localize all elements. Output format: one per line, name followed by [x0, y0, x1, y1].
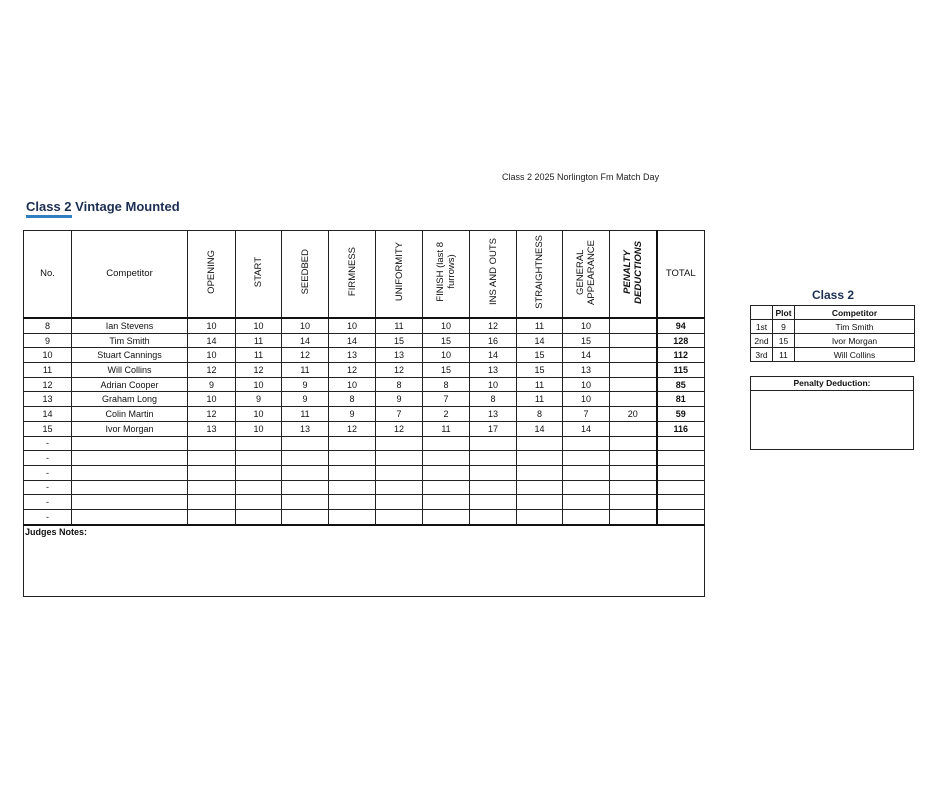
table-cell: 8	[24, 318, 72, 333]
class-title	[26, 199, 180, 218]
table-row	[24, 407, 705, 422]
table-cell	[72, 509, 188, 524]
table-cell	[470, 495, 517, 510]
table-cell	[329, 436, 376, 451]
results-col-plot: Plot	[773, 306, 795, 320]
table-cell	[657, 495, 705, 510]
table-cell: 128	[657, 333, 705, 348]
table-cell: 10	[563, 392, 610, 407]
results-cell: Ivor Morgan	[795, 334, 915, 348]
table-cell: 9	[376, 392, 423, 407]
table-cell	[236, 480, 282, 495]
table-cell: 13	[282, 421, 329, 436]
table-cell	[563, 451, 610, 466]
table-cell: 85	[657, 377, 705, 392]
table-cell: -	[24, 509, 72, 524]
results-title: Class 2	[812, 288, 855, 302]
table-cell	[72, 451, 188, 466]
table-cell	[470, 436, 517, 451]
table-cell: 7	[376, 407, 423, 422]
table-cell: 12	[376, 363, 423, 378]
results-cell: Will Collins	[795, 348, 915, 362]
table-cell: Stuart Cannings	[72, 348, 188, 363]
col-penalty-deductions: PENALTY DEDUCTIONS	[610, 231, 657, 319]
table-cell: -	[24, 451, 72, 466]
table-cell	[563, 465, 610, 480]
table-cell: 12	[329, 421, 376, 436]
table-cell	[517, 509, 563, 524]
table-cell	[423, 495, 470, 510]
table-cell: 116	[657, 421, 705, 436]
table-cell: 12	[236, 363, 282, 378]
results-row	[751, 348, 915, 362]
table-cell: 10	[188, 318, 236, 333]
results-header-row	[751, 306, 915, 320]
table-cell: 14	[517, 421, 563, 436]
table-cell	[517, 495, 563, 510]
col-uniformity: UNIFORMITY	[376, 231, 423, 319]
table-cell: 13	[470, 407, 517, 422]
class-title-rest: Vintage Mounted	[71, 199, 180, 214]
table-row	[24, 451, 705, 466]
results-cell: 3rd	[751, 348, 773, 362]
table-row	[24, 509, 705, 524]
table-cell	[610, 392, 657, 407]
table-cell: 12	[329, 363, 376, 378]
table-cell	[282, 451, 329, 466]
col-straightness: STRAIGHTNESS	[517, 231, 563, 319]
document-header: Class 2 2025 Norlington Fm Match Day	[502, 172, 660, 182]
results-cell: 15	[773, 334, 795, 348]
results-cell: 11	[773, 348, 795, 362]
table-cell: 11	[24, 363, 72, 378]
table-cell	[657, 436, 705, 451]
col-opening: OPENING	[188, 231, 236, 319]
score-table	[23, 230, 705, 597]
table-cell: 10	[236, 377, 282, 392]
table-cell: 10	[563, 377, 610, 392]
table-cell	[470, 465, 517, 480]
col-competitor: Competitor	[72, 231, 188, 319]
table-cell	[376, 495, 423, 510]
table-cell	[563, 495, 610, 510]
col-firmness: FIRMNESS	[329, 231, 376, 319]
table-cell: 10	[236, 421, 282, 436]
table-cell: 12	[188, 407, 236, 422]
table-cell: -	[24, 465, 72, 480]
results-cell: 1st	[751, 320, 773, 334]
table-cell: 10	[423, 348, 470, 363]
table-row	[24, 377, 705, 392]
table-cell: 14	[517, 333, 563, 348]
table-cell	[470, 451, 517, 466]
results-col-place	[751, 306, 773, 320]
table-cell	[376, 436, 423, 451]
table-cell: 94	[657, 318, 705, 333]
table-cell	[470, 509, 517, 524]
table-cell	[563, 480, 610, 495]
table-row	[24, 480, 705, 495]
table-cell	[657, 451, 705, 466]
table-cell: Tim Smith	[72, 333, 188, 348]
table-cell: 81	[657, 392, 705, 407]
table-cell: 11	[423, 421, 470, 436]
table-cell	[282, 436, 329, 451]
table-cell: 11	[282, 363, 329, 378]
table-cell: Ivor Morgan	[72, 421, 188, 436]
table-cell: 12	[188, 363, 236, 378]
table-cell	[188, 509, 236, 524]
table-cell	[236, 451, 282, 466]
table-cell: 8	[376, 377, 423, 392]
table-row	[24, 495, 705, 510]
table-cell	[517, 436, 563, 451]
table-cell: 15	[423, 333, 470, 348]
table-cell: 11	[517, 392, 563, 407]
table-cell: 11	[376, 318, 423, 333]
table-cell: 15	[24, 421, 72, 436]
table-row	[24, 421, 705, 436]
table-cell	[236, 465, 282, 480]
table-cell: 11	[517, 318, 563, 333]
table-cell: Will Collins	[72, 363, 188, 378]
table-cell: 13	[24, 392, 72, 407]
table-cell: 14	[24, 407, 72, 422]
table-cell	[610, 495, 657, 510]
table-cell: 12	[24, 377, 72, 392]
table-cell: 13	[563, 363, 610, 378]
table-cell: 10	[188, 392, 236, 407]
table-cell: 11	[517, 377, 563, 392]
table-cell	[657, 465, 705, 480]
table-cell	[517, 465, 563, 480]
table-cell	[72, 495, 188, 510]
table-cell	[282, 465, 329, 480]
penalty-deduction-label: Penalty Deduction:	[751, 377, 913, 391]
col-general-appearance: GENERAL APPEARANCE	[563, 231, 610, 319]
judges-notes-row	[24, 525, 705, 597]
table-cell: Graham Long	[72, 392, 188, 407]
table-cell: 10	[423, 318, 470, 333]
table-cell: 10	[24, 348, 72, 363]
table-cell	[517, 451, 563, 466]
table-row	[24, 363, 705, 378]
penalty-deduction-box	[750, 376, 914, 450]
table-cell: 10	[188, 348, 236, 363]
table-cell	[188, 436, 236, 451]
results-row	[751, 320, 915, 334]
table-cell: 13	[470, 363, 517, 378]
table-cell	[563, 436, 610, 451]
col-total: TOTAL	[657, 231, 705, 319]
table-cell: 15	[517, 363, 563, 378]
table-cell: 11	[282, 407, 329, 422]
table-cell	[236, 436, 282, 451]
table-cell: 14	[282, 333, 329, 348]
table-cell	[423, 509, 470, 524]
table-cell: 14	[188, 333, 236, 348]
table-cell: 13	[329, 348, 376, 363]
table-cell: 11	[236, 333, 282, 348]
table-cell: 11	[236, 348, 282, 363]
col-finish: FINISH (last 8 furrows)	[423, 231, 470, 319]
table-cell	[329, 465, 376, 480]
table-cell	[610, 480, 657, 495]
table-cell	[376, 480, 423, 495]
table-cell: 10	[329, 377, 376, 392]
table-cell: 20	[610, 407, 657, 422]
table-cell: 10	[329, 318, 376, 333]
table-cell: Adrian Cooper	[72, 377, 188, 392]
table-cell	[188, 495, 236, 510]
class-title-underlined: Class 2	[26, 199, 72, 218]
table-cell	[329, 495, 376, 510]
table-cell	[610, 363, 657, 378]
table-cell	[72, 436, 188, 451]
table-cell: 8	[329, 392, 376, 407]
table-cell	[610, 333, 657, 348]
table-cell: 15	[376, 333, 423, 348]
judges-notes: Judges Notes:	[24, 525, 705, 597]
table-cell: 9	[236, 392, 282, 407]
table-cell	[376, 509, 423, 524]
col-no: No.	[24, 231, 72, 319]
table-cell	[282, 495, 329, 510]
table-cell	[423, 480, 470, 495]
table-cell: 2	[423, 407, 470, 422]
table-cell: 16	[470, 333, 517, 348]
table-cell	[610, 377, 657, 392]
table-cell	[517, 480, 563, 495]
table-cell	[282, 509, 329, 524]
table-cell	[610, 421, 657, 436]
table-cell	[423, 451, 470, 466]
table-cell: 59	[657, 407, 705, 422]
table-cell: 9	[282, 392, 329, 407]
table-cell: Colin Martin	[72, 407, 188, 422]
table-cell: 8	[470, 392, 517, 407]
table-cell: 10	[563, 318, 610, 333]
table-cell	[72, 480, 188, 495]
results-col-competitor: Competitor	[795, 306, 915, 320]
table-cell	[610, 509, 657, 524]
table-cell	[423, 465, 470, 480]
table-row	[24, 465, 705, 480]
table-cell: 9	[188, 377, 236, 392]
col-seedbed: SEEDBED	[282, 231, 329, 319]
results-cell: Tim Smith	[795, 320, 915, 334]
table-row	[24, 392, 705, 407]
table-cell	[657, 480, 705, 495]
table-cell	[376, 451, 423, 466]
table-cell	[329, 480, 376, 495]
table-cell: 9	[282, 377, 329, 392]
table-cell	[423, 436, 470, 451]
col-ins-and-outs: INS AND OUTS	[470, 231, 517, 319]
table-cell: 13	[376, 348, 423, 363]
table-cell	[72, 465, 188, 480]
table-cell	[470, 480, 517, 495]
table-row	[24, 348, 705, 363]
results-cell: 2nd	[751, 334, 773, 348]
table-cell: 14	[563, 421, 610, 436]
table-cell: 10	[236, 407, 282, 422]
table-cell: 13	[188, 421, 236, 436]
header-row	[24, 231, 705, 319]
table-cell: 7	[563, 407, 610, 422]
table-row	[24, 436, 705, 451]
table-cell: 14	[329, 333, 376, 348]
table-cell: 14	[470, 348, 517, 363]
table-cell: -	[24, 495, 72, 510]
table-cell: 14	[563, 348, 610, 363]
table-cell	[563, 509, 610, 524]
table-cell	[236, 495, 282, 510]
table-cell: 15	[563, 333, 610, 348]
table-cell: 15	[423, 363, 470, 378]
table-cell	[610, 348, 657, 363]
table-cell	[376, 465, 423, 480]
table-cell: -	[24, 480, 72, 495]
table-cell: 15	[517, 348, 563, 363]
table-cell	[188, 480, 236, 495]
table-cell: 8	[423, 377, 470, 392]
table-cell: 10	[470, 377, 517, 392]
table-cell	[188, 465, 236, 480]
table-cell: 12	[376, 421, 423, 436]
table-cell: 115	[657, 363, 705, 378]
table-row	[24, 318, 705, 333]
table-cell: 9	[24, 333, 72, 348]
table-cell: 12	[470, 318, 517, 333]
table-cell	[610, 465, 657, 480]
table-cell	[188, 451, 236, 466]
table-cell: Ian Stevens	[72, 318, 188, 333]
table-cell	[610, 436, 657, 451]
table-cell	[282, 480, 329, 495]
results-row	[751, 334, 915, 348]
table-cell	[329, 509, 376, 524]
table-cell: 7	[423, 392, 470, 407]
table-cell	[610, 451, 657, 466]
table-cell	[657, 509, 705, 524]
col-start: START	[236, 231, 282, 319]
table-cell: 8	[517, 407, 563, 422]
table-cell: 10	[282, 318, 329, 333]
table-cell	[236, 509, 282, 524]
table-cell: 17	[470, 421, 517, 436]
table-cell	[610, 318, 657, 333]
table-cell: 12	[282, 348, 329, 363]
table-cell: 112	[657, 348, 705, 363]
results-table	[750, 305, 915, 362]
results-cell: 9	[773, 320, 795, 334]
table-cell: 10	[236, 318, 282, 333]
table-row	[24, 333, 705, 348]
table-cell: 9	[329, 407, 376, 422]
table-cell	[329, 451, 376, 466]
table-cell: -	[24, 436, 72, 451]
